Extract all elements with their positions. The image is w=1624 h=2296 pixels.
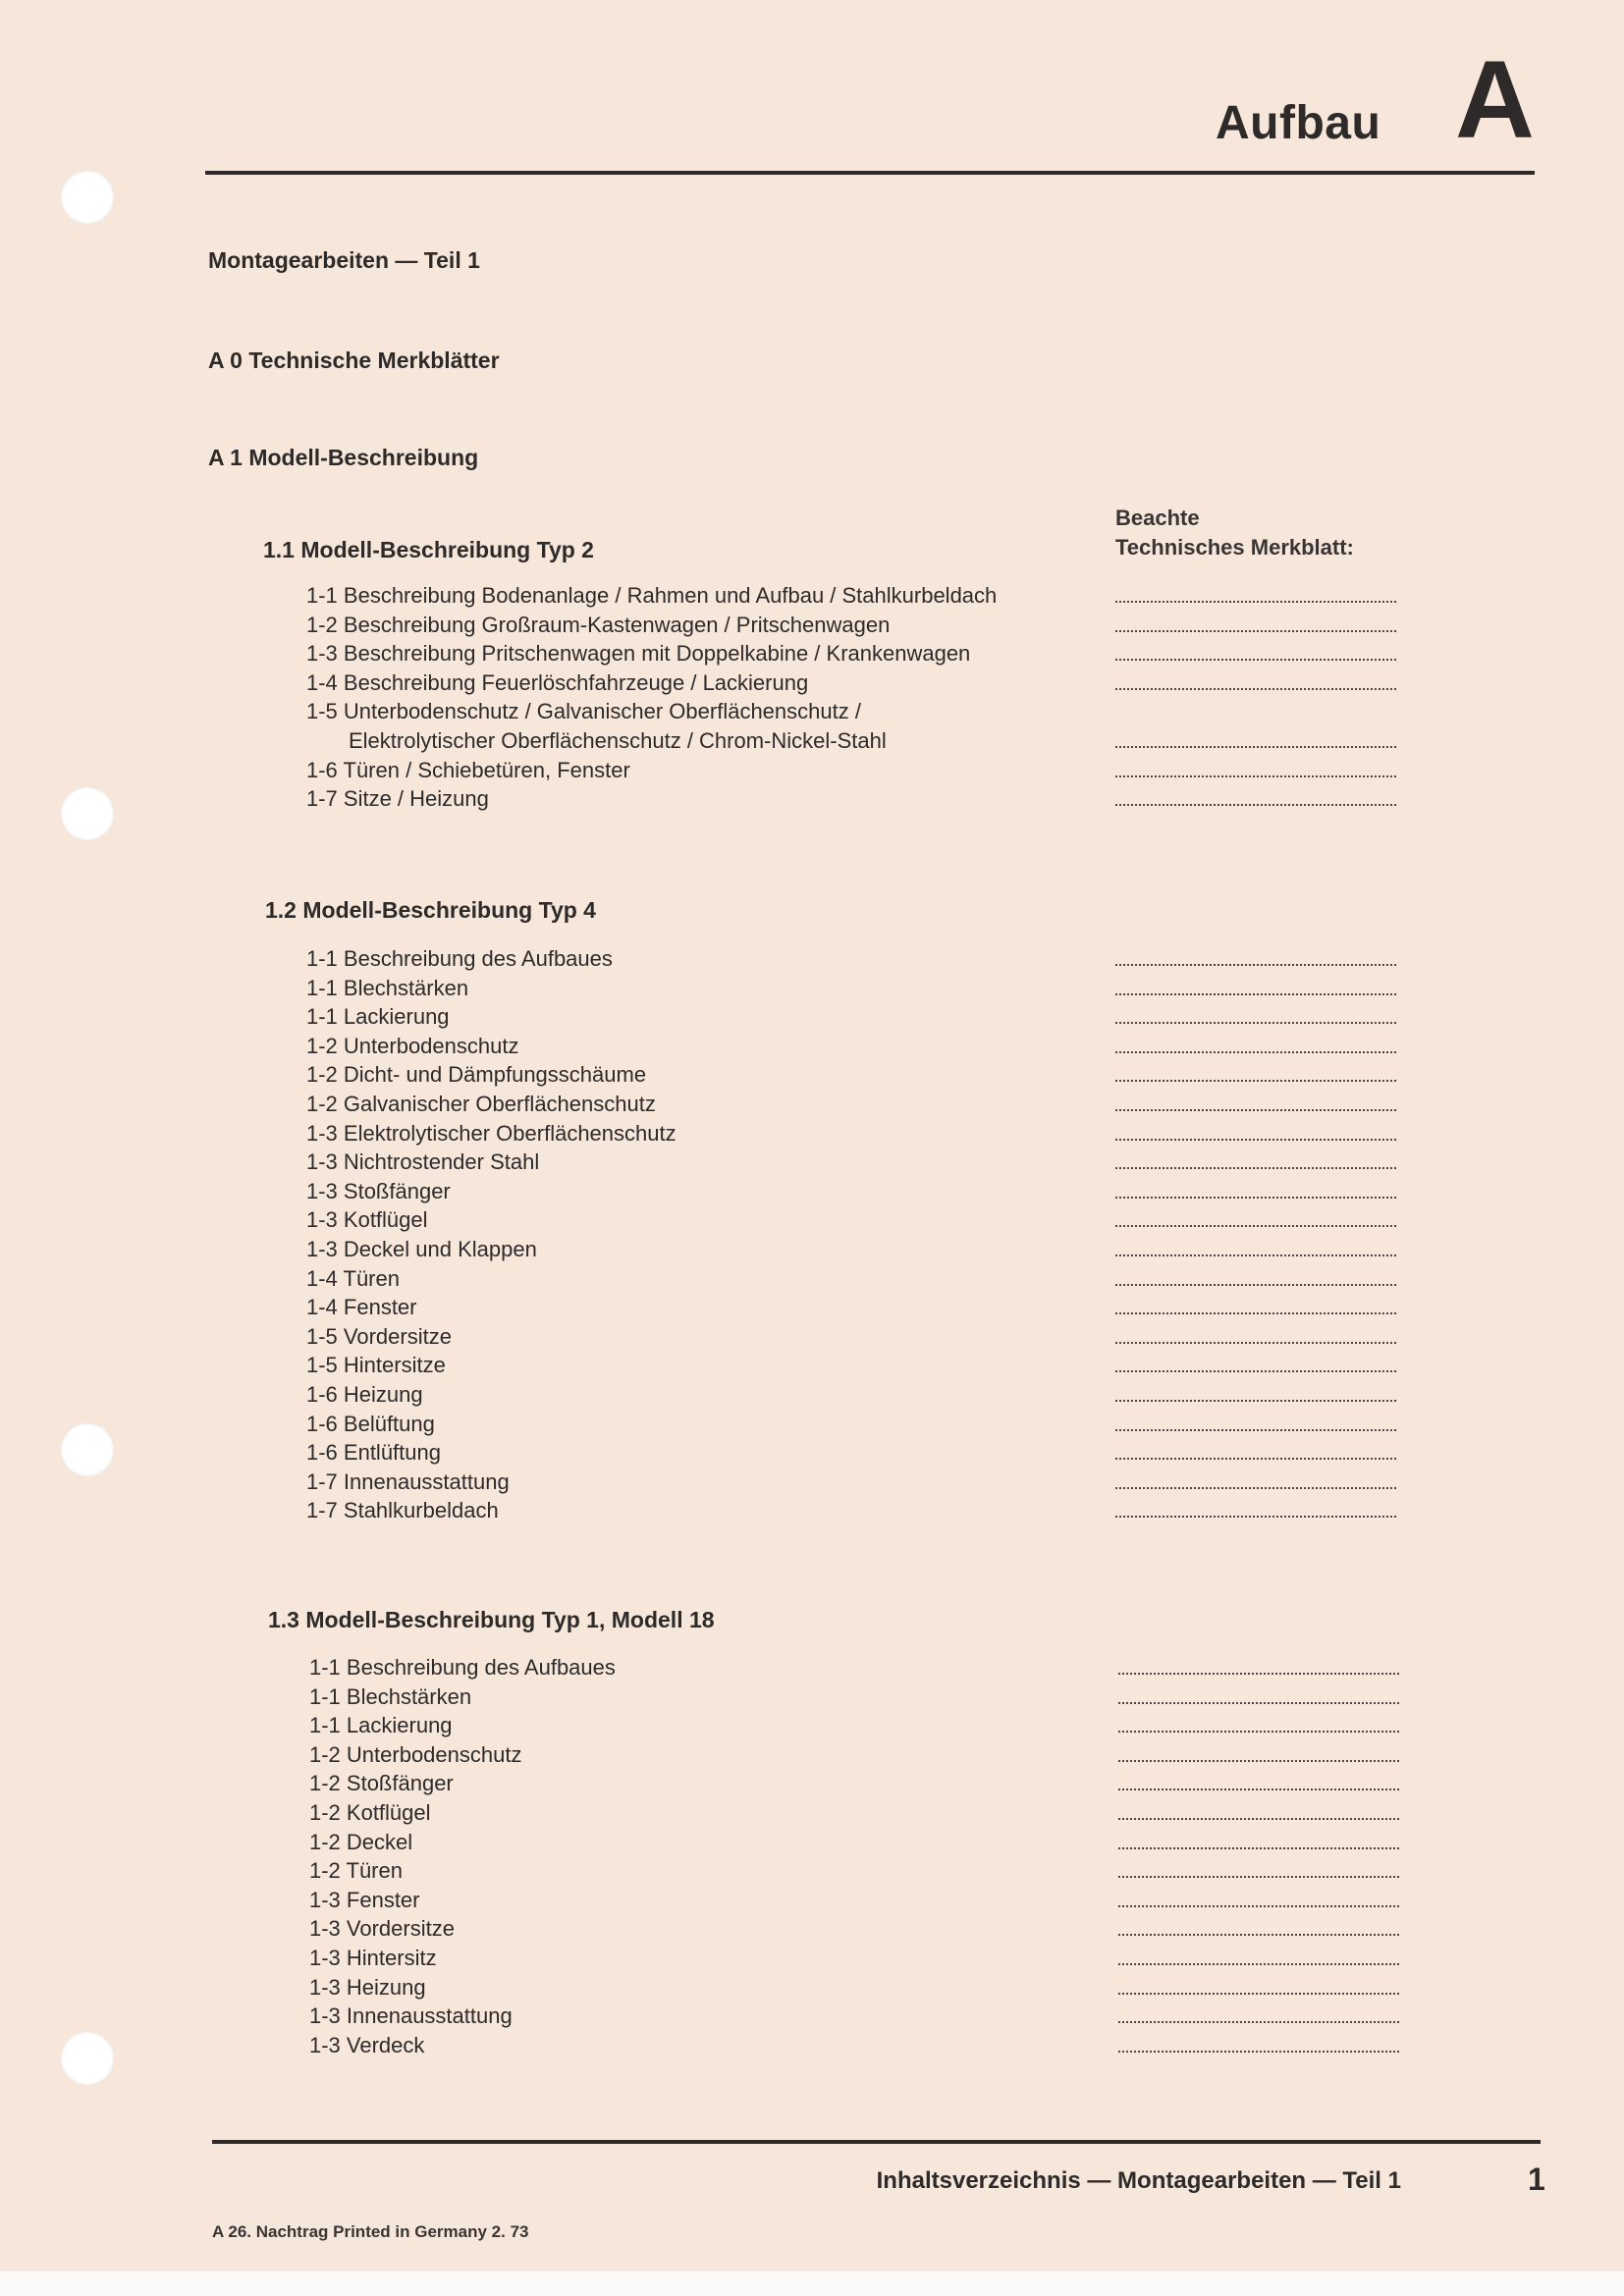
toc-item (306, 1235, 677, 1264)
dotted-fill-line (1115, 1255, 1396, 1256)
toc-item (306, 668, 997, 698)
toc-item-label: 1-1 Beschreibung des Aufbaues (309, 1655, 616, 1680)
toc-item-label: 1-3 Hintersitz (309, 1945, 437, 1970)
toc-item (309, 1682, 616, 1712)
dotted-fill-line (1115, 659, 1396, 661)
toc-item-label: 1-2 Dicht- und Dämpfungsschäume (306, 1062, 647, 1088)
dotted-fill-line (1115, 1429, 1396, 1431)
toc-item-label: 1-3 Deckel und Klappen (306, 1236, 537, 1261)
dotted-fill-line (1118, 1963, 1399, 1965)
toc-item (309, 1711, 616, 1740)
dotted-fill-line (1118, 1760, 1399, 1762)
punch-hole (61, 171, 114, 224)
toc-item-label: 1-3 Elektrolytischer Oberflächenschutz (306, 1120, 677, 1146)
toc-item (306, 581, 997, 611)
toc-item-label: 1-1 Blechstärken (306, 975, 469, 1000)
dotted-fill-line (1115, 1370, 1396, 1372)
toc-item (309, 1828, 616, 1857)
dotted-fill-line (1115, 964, 1396, 966)
header-rule (205, 171, 1535, 175)
toc-item-label: 1-3 Beschreibung Pritschenwagen mit Doppelkabine / Krankenwagen (306, 641, 971, 667)
toc-item (306, 784, 997, 814)
toc-item (306, 1148, 677, 1177)
dotted-fill-line (1115, 601, 1396, 603)
toc-item-label: 1-3 Heizung (309, 1974, 426, 2000)
section-letter: A (1455, 38, 1535, 161)
section-title: Aufbau (1216, 97, 1381, 149)
dotted-fill-line (1118, 1818, 1399, 1820)
toc-item-label: 1-6 Türen / Schiebetüren, Fenster (306, 757, 630, 782)
toc-item (309, 1740, 616, 1770)
toc-item-label: 1-1 Lackierung (306, 1004, 450, 1030)
toc-item (309, 1653, 616, 1682)
toc-item-label: 1-4 Türen (306, 1265, 400, 1291)
dotted-fill-line (1118, 1673, 1399, 1675)
toc-item (306, 1032, 677, 1061)
dotted-fill-line (1118, 1905, 1399, 1907)
toc-item-label: 1-4 Fenster (306, 1295, 417, 1320)
toc-item (306, 1060, 677, 1090)
toc-item-label: 1-5 Vordersitze (306, 1323, 452, 1349)
page-number: 1 (1528, 2162, 1545, 2197)
toc-item (306, 1322, 677, 1352)
dotted-fill-line (1115, 1487, 1396, 1489)
toc-item (306, 944, 677, 974)
dotted-fill-line (1115, 1516, 1396, 1518)
toc-item-label: 1-6 Belüftung (306, 1411, 435, 1436)
dotted-fill-line (1118, 2051, 1399, 2053)
dotted-fill-line (1115, 1342, 1396, 1344)
dotted-fill-line (1115, 1400, 1396, 1402)
toc-item-label: 1-7 Innenausstattung (306, 1468, 510, 1494)
footer-rule (212, 2140, 1541, 2144)
toc-item (309, 2031, 616, 2060)
toc-item-label: 1-5 Hintersitze (306, 1353, 446, 1378)
dotted-fill-line (1115, 746, 1396, 748)
toc-item-label: 1-5 Unterbodenschutz / Galvanischer Oberflächenschutz / (306, 699, 861, 724)
print-note: A 26. Nachtrag Printed in Germany 2. 73 (212, 2222, 529, 2241)
toc-item (309, 1769, 616, 1798)
section-heading: 1.3 Modell-Beschreibung Typ 1, Modell 18 (268, 1607, 715, 1632)
toc-item (306, 611, 997, 640)
toc-item (306, 1496, 677, 1525)
section-heading: 1.2 Modell-Beschreibung Typ 4 (265, 897, 596, 923)
toc-item (306, 1293, 677, 1322)
toc-item-label: 1-1 Beschreibung Bodenanlage / Rahmen und Aufbau / Stahlkurbeldach (306, 583, 998, 608)
toc-item (306, 1410, 677, 1439)
toc-item (309, 1798, 616, 1828)
toc-item-label: 1-2 Deckel (309, 1829, 413, 1854)
toc-item (309, 1944, 616, 1973)
toc-item-label: 1-1 Lackierung (309, 1713, 453, 1738)
toc-item (306, 1002, 677, 1032)
toc-item-label: 1-1 Beschreibung des Aufbaues (306, 946, 613, 971)
dotted-fill-line (1115, 630, 1396, 632)
toc-item (309, 1973, 616, 2002)
toc-item-label: 1-2 Kotflügel (309, 1799, 431, 1825)
toc-item (306, 1177, 677, 1206)
toc-list (306, 944, 677, 1525)
dotted-fill-line (1118, 1702, 1399, 1704)
toc-item-label: 1-2 Galvanischer Oberflächenschutz (306, 1091, 656, 1116)
toc-item (306, 697, 997, 755)
dotted-fill-line (1115, 993, 1396, 995)
footer-title: Inhaltsverzeichnis — Montagearbeiten — Teil 1 (876, 2167, 1401, 2194)
dotted-fill-line (1115, 775, 1396, 777)
toc-item (309, 1914, 616, 1944)
punch-hole (61, 2032, 114, 2085)
toc-item-label: 1-2 Unterbodenschutz (306, 1033, 519, 1058)
dotted-fill-line (1115, 1080, 1396, 1082)
dotted-fill-line (1118, 1789, 1399, 1790)
toc-item-label: 1-2 Unterbodenschutz (309, 1741, 522, 1767)
toc-item-label: 1-2 Beschreibung Großraum-Kastenwagen / Pritschenwagen (306, 612, 891, 637)
toc-item-label: 1-3 Fenster (309, 1887, 420, 1912)
toc-item (306, 1351, 677, 1380)
chapter-a0: A 0 Technische Merkblätter (208, 347, 500, 373)
dotted-fill-line (1118, 1731, 1399, 1733)
dotted-fill-line (1115, 1109, 1396, 1111)
toc-item-label: 1-6 Heizung (306, 1381, 423, 1407)
toc-item-label: 1-3 Verdeck (309, 2032, 425, 2057)
toc-item (306, 756, 997, 785)
dotted-fill-line (1115, 1312, 1396, 1314)
toc-item (306, 1205, 677, 1235)
toc-item-label: 1-2 Türen (309, 1858, 403, 1884)
toc-item (309, 1856, 616, 1886)
dotted-fill-line (1115, 1051, 1396, 1053)
toc-item (309, 2002, 616, 2031)
toc-item (306, 1119, 677, 1148)
dotted-fill-line (1118, 2021, 1399, 2023)
toc-item (306, 1438, 677, 1468)
toc-item (306, 1090, 677, 1119)
toc-item-label: 1-3 Kotflügel (306, 1207, 428, 1233)
toc-item-label: 1-3 Vordersitze (309, 1916, 455, 1942)
toc-item-label: 1-7 Stahlkurbeldach (306, 1498, 499, 1523)
toc-item-label: 1-2 Stoßfänger (309, 1771, 454, 1796)
dotted-fill-line (1115, 1167, 1396, 1169)
punch-hole (61, 1423, 114, 1476)
note-line-2: Technisches Merkblatt: (1115, 535, 1354, 560)
toc-item-label: 1-6 Entlüftung (306, 1440, 441, 1466)
chapter-a1: A 1 Modell-Beschreibung (208, 445, 479, 470)
dotted-fill-line (1118, 1847, 1399, 1849)
toc-item (306, 1264, 677, 1294)
toc-item-label: 1-3 Nichtrostender Stahl (306, 1149, 540, 1175)
toc-item (309, 1886, 616, 1915)
dotted-fill-line (1115, 804, 1396, 806)
dotted-fill-line (1115, 1225, 1396, 1227)
toc-item (306, 1380, 677, 1410)
dotted-fill-line (1115, 1458, 1396, 1460)
dotted-fill-line (1115, 688, 1396, 690)
section-heading: 1.1 Modell-Beschreibung Typ 2 (263, 537, 594, 562)
toc-item-label: 1-4 Beschreibung Feuerlöschfahrzeuge / Lackierung (306, 669, 809, 695)
dotted-fill-line (1118, 1876, 1399, 1878)
toc-item (306, 1468, 677, 1497)
toc-item (306, 639, 997, 668)
toc-item-label-continued: Elektrolytischer Oberflächenschutz / Chrom-Nickel-Stahl (349, 727, 887, 753)
note-label (1115, 504, 1354, 562)
toc-list (306, 581, 997, 814)
toc-item-label: 1-1 Blechstärken (309, 1683, 472, 1709)
toc-list (309, 1653, 616, 2059)
page-heading: Montagearbeiten — Teil 1 (208, 247, 480, 273)
toc-item-label: 1-7 Sitze / Heizung (306, 786, 489, 812)
dotted-fill-line (1115, 1022, 1396, 1024)
toc-item (306, 974, 677, 1003)
toc-item-label: 1-3 Innenausstattung (309, 2003, 513, 2029)
dotted-fill-line (1115, 1139, 1396, 1141)
dotted-fill-line (1115, 1197, 1396, 1199)
dotted-fill-line (1118, 1993, 1399, 1995)
dotted-fill-line (1115, 1284, 1396, 1286)
page-edge (0, 2271, 1624, 2296)
dotted-fill-line (1118, 1934, 1399, 1936)
punch-hole (61, 787, 114, 840)
note-line-1: Beachte (1115, 506, 1200, 530)
toc-item-label: 1-3 Stoßfänger (306, 1178, 451, 1203)
